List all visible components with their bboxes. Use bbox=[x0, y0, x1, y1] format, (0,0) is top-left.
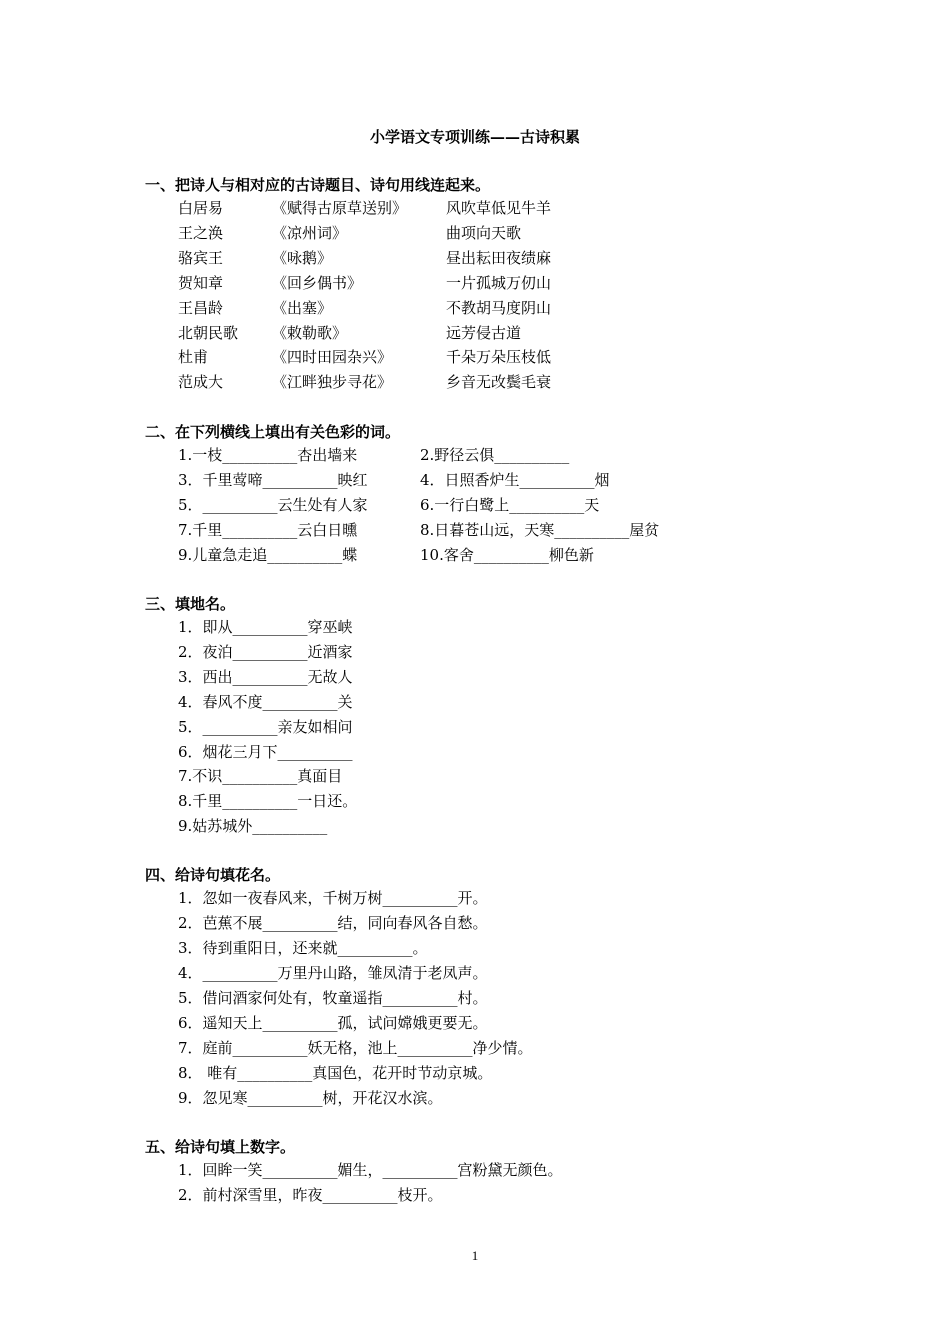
exercise-item: 5．__________亲友如相问 bbox=[178, 718, 353, 736]
section5-heading: 五、给诗句填上数字。 bbox=[145, 1138, 296, 1156]
poem-title: 《四时田园杂兴》 bbox=[272, 348, 393, 366]
exercise-item: 8． 唯有__________真国色，花开时节动京城。 bbox=[178, 1064, 493, 1082]
poet-name: 范成大 bbox=[178, 373, 224, 391]
exercise-item: 2．芭蕉不展__________结，同向春风各自愁。 bbox=[178, 914, 488, 932]
poet-name: 骆宾王 bbox=[178, 249, 224, 267]
poet-name: 贺知章 bbox=[178, 274, 224, 292]
poem-title: 《回乡偶书》 bbox=[272, 274, 363, 292]
exercise-item: 6.一行白鹭上__________天 bbox=[420, 496, 600, 514]
exercise-item: 1．回眸一笑__________媚生，__________宫粉黛无颜色。 bbox=[178, 1161, 563, 1179]
exercise-item: 9．忽见寒__________树，开花汉水滨。 bbox=[178, 1089, 443, 1107]
poem-line: 一片孤城万仞山 bbox=[446, 274, 552, 292]
section2-heading: 二、在下列横线上填出有关色彩的词。 bbox=[145, 423, 401, 441]
exercise-item: 6．烟花三月下__________ bbox=[178, 743, 353, 761]
exercise-item: 1．忽如一夜春风来，千树万树__________开。 bbox=[178, 889, 488, 907]
poem-line: 曲项向天歌 bbox=[446, 224, 522, 242]
page-title: 小学语文专项训练——古诗积累 bbox=[369, 128, 580, 146]
exercise-item: 5．__________云生处有人家 bbox=[178, 496, 368, 514]
section3-heading: 三、填地名。 bbox=[145, 595, 236, 613]
exercise-item: 4．__________万里丹山路，雏凤清于老凤声。 bbox=[178, 964, 488, 982]
poem-line: 昼出耘田夜绩麻 bbox=[446, 249, 552, 267]
exercise-item: 3．待到重阳日，还来就__________。 bbox=[178, 939, 428, 957]
exercise-item: 10.客舍__________柳色新 bbox=[420, 546, 594, 564]
poem-line: 不教胡马度阴山 bbox=[446, 299, 552, 317]
exercise-item: 7．庭前__________妖无格，池上__________净少情。 bbox=[178, 1039, 533, 1057]
poem-title: 《敕勒歌》 bbox=[272, 324, 348, 342]
exercise-item: 6．遥知天上__________孤，试问嫦娥更要无。 bbox=[178, 1014, 488, 1032]
page-number: 1 bbox=[471, 1248, 479, 1263]
poet-name: 北朝民歌 bbox=[178, 324, 239, 342]
exercise-item: 4．日照香炉生__________烟 bbox=[420, 471, 610, 489]
exercise-item: 9.姑苏城外__________ bbox=[178, 817, 328, 835]
exercise-item: 3．西出__________无故人 bbox=[178, 668, 353, 686]
exercise-item: 7.千里__________云白日曛 bbox=[178, 521, 358, 539]
section4-heading: 四、给诗句填花名。 bbox=[145, 866, 281, 884]
exercise-item: 5．借问酒家何处有，牧童遥指__________村。 bbox=[178, 989, 488, 1007]
poem-title: 《出塞》 bbox=[272, 299, 333, 317]
poet-name: 王昌龄 bbox=[178, 299, 224, 317]
poem-line: 千朵万朵压枝低 bbox=[446, 348, 552, 366]
poem-title: 《咏鹅》 bbox=[272, 249, 333, 267]
exercise-item: 2．前村深雪里，昨夜__________枝开。 bbox=[178, 1186, 443, 1204]
poem-title: 《凉州词》 bbox=[272, 224, 348, 242]
poem-line: 远芳侵古道 bbox=[446, 324, 522, 342]
exercise-item: 3．千里莺啼__________映红 bbox=[178, 471, 368, 489]
poem-line: 风吹草低见牛羊 bbox=[446, 199, 552, 217]
poem-title: 《赋得古原草送别》 bbox=[272, 199, 408, 217]
exercise-item: 2．夜泊__________近酒家 bbox=[178, 643, 353, 661]
poet-name: 杜甫 bbox=[178, 348, 209, 366]
exercise-item: 1.一枝__________杏出墙来 bbox=[178, 446, 358, 464]
poet-name: 王之涣 bbox=[178, 224, 224, 242]
section1-heading: 一、把诗人与相对应的古诗题目、诗句用线连起来。 bbox=[145, 176, 491, 194]
exercise-item: 8.日暮苍山远，天寒__________屋贫 bbox=[420, 521, 660, 539]
exercise-item: 7.不识__________真面目 bbox=[178, 767, 343, 785]
poem-line: 乡音无改鬓毛衰 bbox=[446, 373, 552, 391]
poem-title: 《江畔独步寻花》 bbox=[272, 373, 393, 391]
exercise-item: 4．春风不度__________关 bbox=[178, 693, 353, 711]
exercise-item: 8.千里__________一日还。 bbox=[178, 792, 358, 810]
poet-name: 白居易 bbox=[178, 199, 224, 217]
exercise-item: 9.儿童急走追__________蝶 bbox=[178, 546, 358, 564]
exercise-item: 2.野径云俱__________ bbox=[420, 446, 570, 464]
exercise-item: 1．即从__________穿巫峡 bbox=[178, 618, 353, 636]
